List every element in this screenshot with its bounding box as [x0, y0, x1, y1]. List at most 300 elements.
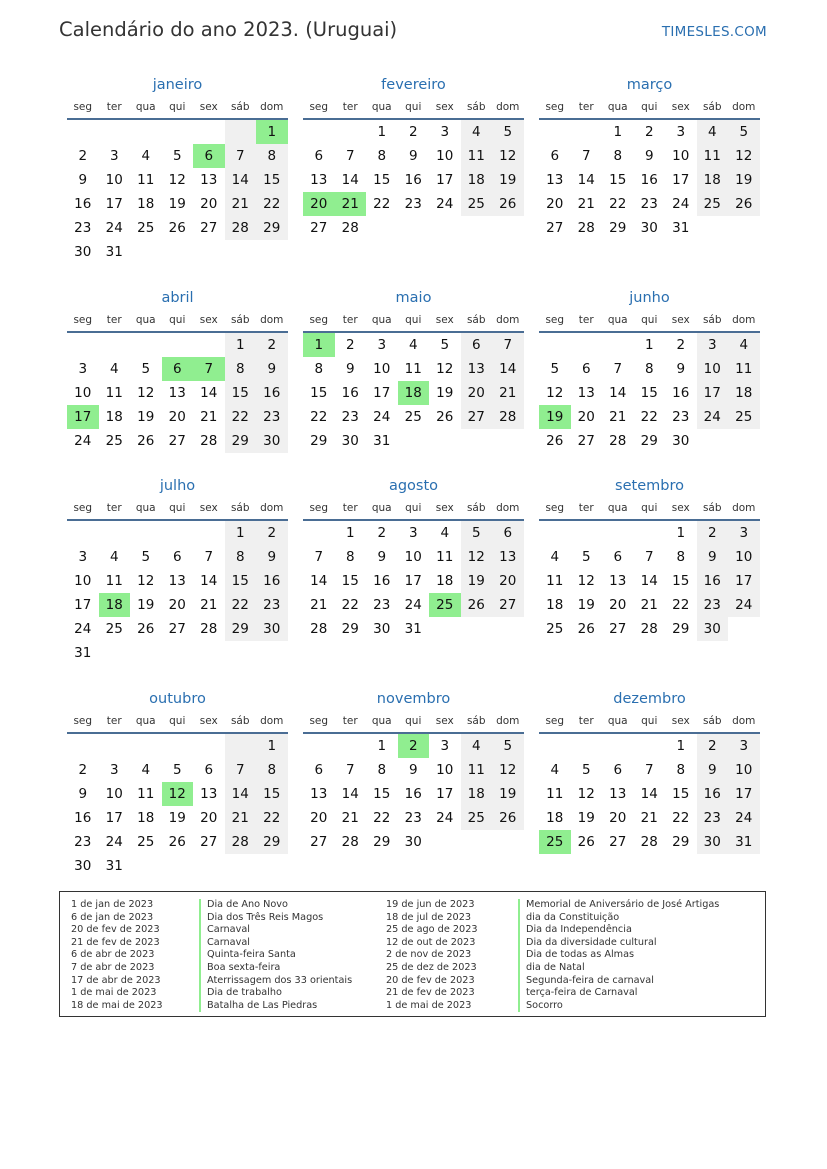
day-cell: 4 [408, 337, 418, 353]
day-cell: 6 [550, 148, 560, 164]
day-cell: 10 [404, 549, 422, 565]
day-cell: 15 [341, 573, 359, 589]
day-cell: 25 [404, 409, 422, 425]
empty-day-cell [99, 641, 131, 665]
day-cell: 5 [461, 521, 493, 545]
empty-day-cell [398, 429, 430, 453]
holiday-day-cell: 25 [429, 593, 461, 617]
day-cell: 10 [74, 385, 92, 401]
day-cell: 15 [373, 172, 391, 188]
day-cell: 2 [676, 337, 686, 353]
legend-date: 25 de dez de 2023 [386, 961, 477, 973]
week-row [67, 617, 288, 641]
empty-day-cell [461, 429, 493, 453]
day-cell: 13 [577, 385, 595, 401]
week-row [539, 830, 760, 854]
day-cell: 18 [546, 597, 564, 613]
day-cell: 10 [436, 762, 454, 778]
empty-day-cell [67, 333, 99, 357]
day-cell: 2 [697, 521, 729, 545]
day-cell: 10 [436, 148, 454, 164]
legend-holiday-name: dia de Natal [526, 961, 585, 973]
weekday-label: qua [371, 502, 392, 514]
weekday-label: qua [371, 314, 392, 326]
day-cell: 24 [404, 597, 422, 613]
weekday-label: qui [169, 715, 186, 727]
week-row [303, 216, 524, 240]
day-cell: 9 [676, 361, 686, 377]
weekday-label: seg [73, 314, 93, 326]
month-dezembro [539, 686, 760, 854]
day-cell: 13 [168, 573, 186, 589]
day-cell: 8 [225, 545, 257, 569]
empty-day-cell [634, 734, 666, 758]
weekday-label: qui [169, 502, 186, 514]
legend-date: 17 de abr de 2023 [71, 974, 161, 986]
month-setembro [539, 473, 760, 641]
weekday-label: qua [371, 101, 392, 113]
legend-date: 21 de fev de 2023 [71, 936, 160, 948]
empty-day-cell [429, 429, 461, 453]
weekday-label: ter [342, 715, 358, 727]
week-row [539, 429, 760, 453]
legend-holiday-name: Boa sexta-feira [207, 961, 281, 973]
legend-date: 1 de mai de 2023 [71, 987, 157, 999]
day-cell: 19 [492, 782, 524, 806]
day-cell: 20 [492, 569, 524, 593]
day-cell: 28 [341, 834, 359, 850]
weekday-label: ter [106, 101, 122, 113]
day-cell: 21 [225, 806, 257, 830]
weekday-label: ter [578, 314, 594, 326]
day-cell: 31 [728, 830, 760, 854]
empty-day-cell [335, 734, 367, 758]
day-cell: 13 [546, 172, 564, 188]
day-cell: 6 [314, 762, 324, 778]
day-cell: 16 [341, 385, 359, 401]
week-row [303, 830, 524, 854]
day-cell: 2 [408, 124, 418, 140]
legend-date: 1 de mai de 2023 [386, 999, 472, 1011]
empty-day-cell [193, 854, 225, 878]
day-cell: 15 [373, 786, 391, 802]
day-cell: 22 [373, 810, 391, 826]
day-cell: 4 [109, 361, 119, 377]
month-title: outubro [149, 691, 206, 707]
day-cell: 26 [492, 192, 524, 216]
legend-right-names [518, 899, 719, 1012]
day-cell: 5 [141, 549, 151, 565]
day-cell: 29 [256, 216, 288, 240]
month-title: março [626, 77, 673, 93]
day-cell: 21 [640, 597, 658, 613]
weekday-label: qua [607, 101, 628, 113]
day-cell: 24 [373, 409, 391, 425]
day-cell: 1 [644, 337, 654, 353]
weekday-label: sex [435, 101, 454, 113]
holiday-day-cell: 7 [193, 357, 225, 381]
day-cell: 27 [492, 593, 524, 617]
day-cell: 9 [644, 148, 654, 164]
empty-day-cell [728, 429, 760, 453]
empty-day-cell [162, 521, 194, 545]
legend-holiday-name: Dia da diversidade cultural [526, 936, 657, 948]
weekday-label: ter [342, 101, 358, 113]
day-cell: 3 [78, 549, 88, 565]
day-cell: 2 [256, 333, 288, 357]
empty-day-cell [130, 521, 162, 545]
weekday-header [303, 710, 524, 734]
legend-date: 21 de fev de 2023 [386, 987, 475, 999]
day-cell: 7 [644, 762, 654, 778]
day-cell: 25 [546, 621, 564, 637]
week-row [67, 758, 288, 782]
day-cell: 8 [314, 361, 324, 377]
empty-day-cell [571, 120, 603, 144]
day-cell: 17 [436, 786, 454, 802]
weekday-label: ter [578, 101, 594, 113]
day-cell: 15 [310, 385, 328, 401]
legend-left-names [199, 899, 352, 1012]
day-cell: 15 [672, 786, 690, 802]
weekday-label: sáb [702, 101, 722, 113]
day-cell: 6 [204, 762, 214, 778]
day-cell: 27 [461, 405, 493, 429]
day-cell: 12 [492, 144, 524, 168]
weekday-label: qui [641, 715, 658, 727]
day-cell: 7 [345, 148, 355, 164]
day-cell: 21 [341, 810, 359, 826]
legend-holiday-name: terça-feira de Carnaval [526, 987, 638, 999]
month-title: abril [161, 290, 194, 306]
legend-holiday-name: Socorro [526, 999, 563, 1011]
legend-date: 19 de jun de 2023 [386, 899, 475, 910]
day-cell: 10 [105, 786, 123, 802]
day-cell: 5 [141, 361, 151, 377]
week-row [67, 521, 288, 545]
weekday-label: qui [641, 101, 658, 113]
day-cell: 24 [436, 810, 454, 826]
day-cell: 29 [225, 429, 257, 453]
day-cell: 6 [314, 148, 324, 164]
day-cell: 22 [609, 196, 627, 212]
day-cell: 18 [546, 810, 564, 826]
weekday-header [303, 309, 524, 333]
empty-day-cell [303, 521, 335, 545]
day-cell: 23 [640, 196, 658, 212]
day-cell: 29 [310, 433, 328, 449]
week-row [67, 120, 288, 144]
month-title: fevereiro [381, 77, 446, 93]
day-cell: 7 [492, 333, 524, 357]
weekday-label: ter [106, 715, 122, 727]
week-row [539, 545, 760, 569]
day-cell: 20 [461, 381, 493, 405]
month-julho [67, 473, 288, 665]
day-cell: 26 [461, 593, 493, 617]
brand-link[interactable]: TIMESLES.COM [661, 24, 767, 40]
empty-day-cell [193, 120, 225, 144]
month-title: julho [159, 478, 196, 494]
day-cell: 21 [640, 810, 658, 826]
month-janeiro [67, 72, 288, 264]
week-row [303, 333, 524, 357]
day-cell: 12 [577, 786, 595, 802]
legend-date: 6 de abr de 2023 [71, 949, 155, 961]
weekday-label: qua [607, 502, 628, 514]
week-row [539, 617, 760, 641]
week-row [67, 333, 288, 357]
weekday-label: dom [260, 715, 284, 727]
day-cell: 30 [74, 244, 92, 260]
day-cell: 1 [613, 124, 623, 140]
day-cell: 8 [613, 148, 623, 164]
week-row [303, 192, 524, 216]
day-cell: 4 [697, 120, 729, 144]
day-cell: 29 [609, 220, 627, 236]
empty-day-cell [697, 429, 729, 453]
weekday-header [539, 497, 760, 521]
legend-date: 20 de fev de 2023 [386, 974, 475, 986]
day-cell: 22 [341, 597, 359, 613]
empty-day-cell [429, 830, 461, 854]
empty-day-cell [492, 216, 524, 240]
day-cell: 26 [137, 433, 155, 449]
day-cell: 11 [137, 786, 155, 802]
week-row [303, 545, 524, 569]
day-cell: 13 [609, 786, 627, 802]
empty-day-cell [67, 734, 99, 758]
week-row [539, 569, 760, 593]
day-cell: 30 [697, 830, 729, 854]
empty-day-cell [130, 734, 162, 758]
day-cell: 13 [461, 357, 493, 381]
legend-holiday-name: Dia dos Três Reis Magos [207, 911, 324, 923]
day-cell: 27 [609, 834, 627, 850]
day-cell: 14 [341, 172, 359, 188]
legend-holiday-name: dia da Constituição [526, 911, 620, 923]
week-row [539, 357, 760, 381]
legend-date: 18 de mai de 2023 [71, 999, 163, 1011]
weekday-header [539, 710, 760, 734]
day-cell: 21 [200, 409, 218, 425]
weekday-header [67, 309, 288, 333]
weekday-label: qua [135, 502, 156, 514]
day-cell: 29 [225, 617, 257, 641]
day-cell: 26 [728, 192, 760, 216]
holiday-day-cell: 19 [539, 405, 571, 429]
day-cell: 2 [345, 337, 355, 353]
legend-date: 1 de jan de 2023 [71, 899, 154, 910]
empty-day-cell [461, 216, 493, 240]
day-cell: 26 [546, 433, 564, 449]
weekday-header [67, 710, 288, 734]
weekday-label: qua [371, 715, 392, 727]
day-cell: 2 [644, 124, 654, 140]
month-abril [67, 285, 288, 453]
day-cell: 19 [577, 597, 595, 613]
weekday-label: dom [496, 715, 520, 727]
day-cell: 14 [341, 786, 359, 802]
day-cell: 22 [640, 409, 658, 425]
day-cell: 11 [461, 758, 493, 782]
day-cell: 31 [105, 858, 123, 874]
day-cell: 14 [577, 172, 595, 188]
empty-day-cell [225, 854, 257, 878]
day-cell: 22 [256, 806, 288, 830]
month-junho [539, 285, 760, 453]
empty-day-cell [461, 617, 493, 641]
day-cell: 24 [728, 593, 760, 617]
week-row [67, 168, 288, 192]
empty-day-cell [256, 240, 288, 264]
day-cell: 7 [644, 549, 654, 565]
day-cell: 12 [577, 573, 595, 589]
weekday-label: sáb [466, 101, 486, 113]
week-row [303, 405, 524, 429]
weekday-label: sáb [702, 502, 722, 514]
day-cell: 29 [672, 834, 690, 850]
day-cell: 30 [341, 433, 359, 449]
day-cell: 11 [436, 549, 454, 565]
day-cell: 17 [672, 172, 690, 188]
day-cell: 10 [373, 361, 391, 377]
day-cell: 17 [105, 810, 123, 826]
legend-holiday-name: Carnaval [207, 924, 250, 936]
day-cell: 14 [609, 385, 627, 401]
day-cell: 25 [697, 192, 729, 216]
day-cell: 9 [408, 762, 418, 778]
day-cell: 16 [404, 786, 422, 802]
day-cell: 3 [109, 762, 119, 778]
day-cell: 5 [492, 734, 524, 758]
empty-day-cell [225, 734, 257, 758]
weekday-label: seg [309, 502, 329, 514]
week-row [67, 782, 288, 806]
day-cell: 31 [74, 645, 92, 661]
weekday-header [539, 309, 760, 333]
day-cell: 3 [78, 361, 88, 377]
empty-day-cell [571, 734, 603, 758]
holiday-day-cell: 18 [99, 593, 131, 617]
day-cell: 4 [440, 525, 450, 541]
day-cell: 26 [168, 834, 186, 850]
day-cell: 10 [697, 357, 729, 381]
day-cell: 6 [613, 549, 623, 565]
day-cell: 25 [105, 621, 123, 637]
weekday-label: dom [732, 314, 756, 326]
empty-day-cell [492, 429, 524, 453]
day-cell: 14 [200, 573, 218, 589]
day-cell: 23 [373, 597, 391, 613]
empty-day-cell [539, 734, 571, 758]
day-cell: 28 [640, 834, 658, 850]
day-cell: 6 [492, 521, 524, 545]
week-row [303, 120, 524, 144]
weekday-label: qui [405, 314, 422, 326]
legend-date: 6 de jan de 2023 [71, 911, 154, 923]
legend-holiday-name: Carnaval [207, 936, 250, 948]
week-row [303, 168, 524, 192]
day-cell: 27 [168, 621, 186, 637]
empty-day-cell [571, 333, 603, 357]
day-cell: 25 [137, 834, 155, 850]
day-cell: 3 [676, 124, 686, 140]
day-cell: 3 [377, 337, 387, 353]
week-row [67, 734, 288, 758]
day-cell: 31 [105, 244, 123, 260]
day-cell: 29 [256, 830, 288, 854]
week-row [539, 333, 760, 357]
empty-day-cell [130, 333, 162, 357]
weekday-label: sex [199, 101, 218, 113]
day-cell: 25 [728, 405, 760, 429]
weekday-header [539, 96, 760, 120]
weekday-label: sáb [702, 715, 722, 727]
day-cell: 30 [256, 617, 288, 641]
empty-day-cell [162, 240, 194, 264]
day-cell: 27 [168, 433, 186, 449]
weekday-header [67, 497, 288, 521]
day-cell: 24 [74, 621, 92, 637]
week-row [67, 429, 288, 453]
weekday-label: qui [405, 715, 422, 727]
empty-day-cell [130, 641, 162, 665]
day-cell: 29 [373, 834, 391, 850]
day-cell: 1 [345, 525, 355, 541]
day-cell: 20 [609, 810, 627, 826]
week-row [67, 144, 288, 168]
day-cell: 8 [256, 144, 288, 168]
day-cell: 18 [436, 573, 454, 589]
week-row [539, 405, 760, 429]
empty-day-cell [67, 120, 99, 144]
day-cell: 1 [377, 738, 387, 754]
day-cell: 8 [377, 762, 387, 778]
empty-day-cell [99, 333, 131, 357]
day-cell: 9 [697, 545, 729, 569]
day-cell: 30 [373, 621, 391, 637]
weekday-label: sex [435, 314, 454, 326]
month-title: novembro [376, 691, 451, 707]
day-cell: 3 [440, 738, 450, 754]
day-cell: 23 [697, 806, 729, 830]
week-row [539, 168, 760, 192]
day-cell: 15 [225, 381, 257, 405]
day-cell: 26 [168, 220, 186, 236]
legend-holiday-name: Segunda-feira de carnaval [526, 974, 654, 986]
empty-day-cell [429, 216, 461, 240]
weekday-label: qui [405, 101, 422, 113]
empty-day-cell [130, 240, 162, 264]
weekday-label: qui [641, 314, 658, 326]
day-cell: 10 [728, 758, 760, 782]
day-cell: 28 [609, 433, 627, 449]
legend-date: 7 de abr de 2023 [71, 961, 155, 973]
day-cell: 19 [577, 810, 595, 826]
week-row [539, 758, 760, 782]
day-cell: 27 [200, 834, 218, 850]
month-title: setembro [615, 478, 684, 494]
page-title: Calendário do ano 2023. (Uruguai) [59, 18, 398, 41]
day-cell: 26 [137, 621, 155, 637]
day-cell: 18 [137, 810, 155, 826]
legend-holiday-name: Dia de todas as Almas [526, 949, 635, 961]
legend-holiday-name: Memorial de Aniversário de José Artigas [526, 899, 720, 910]
weekday-label: sáb [702, 314, 722, 326]
day-cell: 18 [461, 168, 493, 192]
empty-day-cell [398, 216, 430, 240]
